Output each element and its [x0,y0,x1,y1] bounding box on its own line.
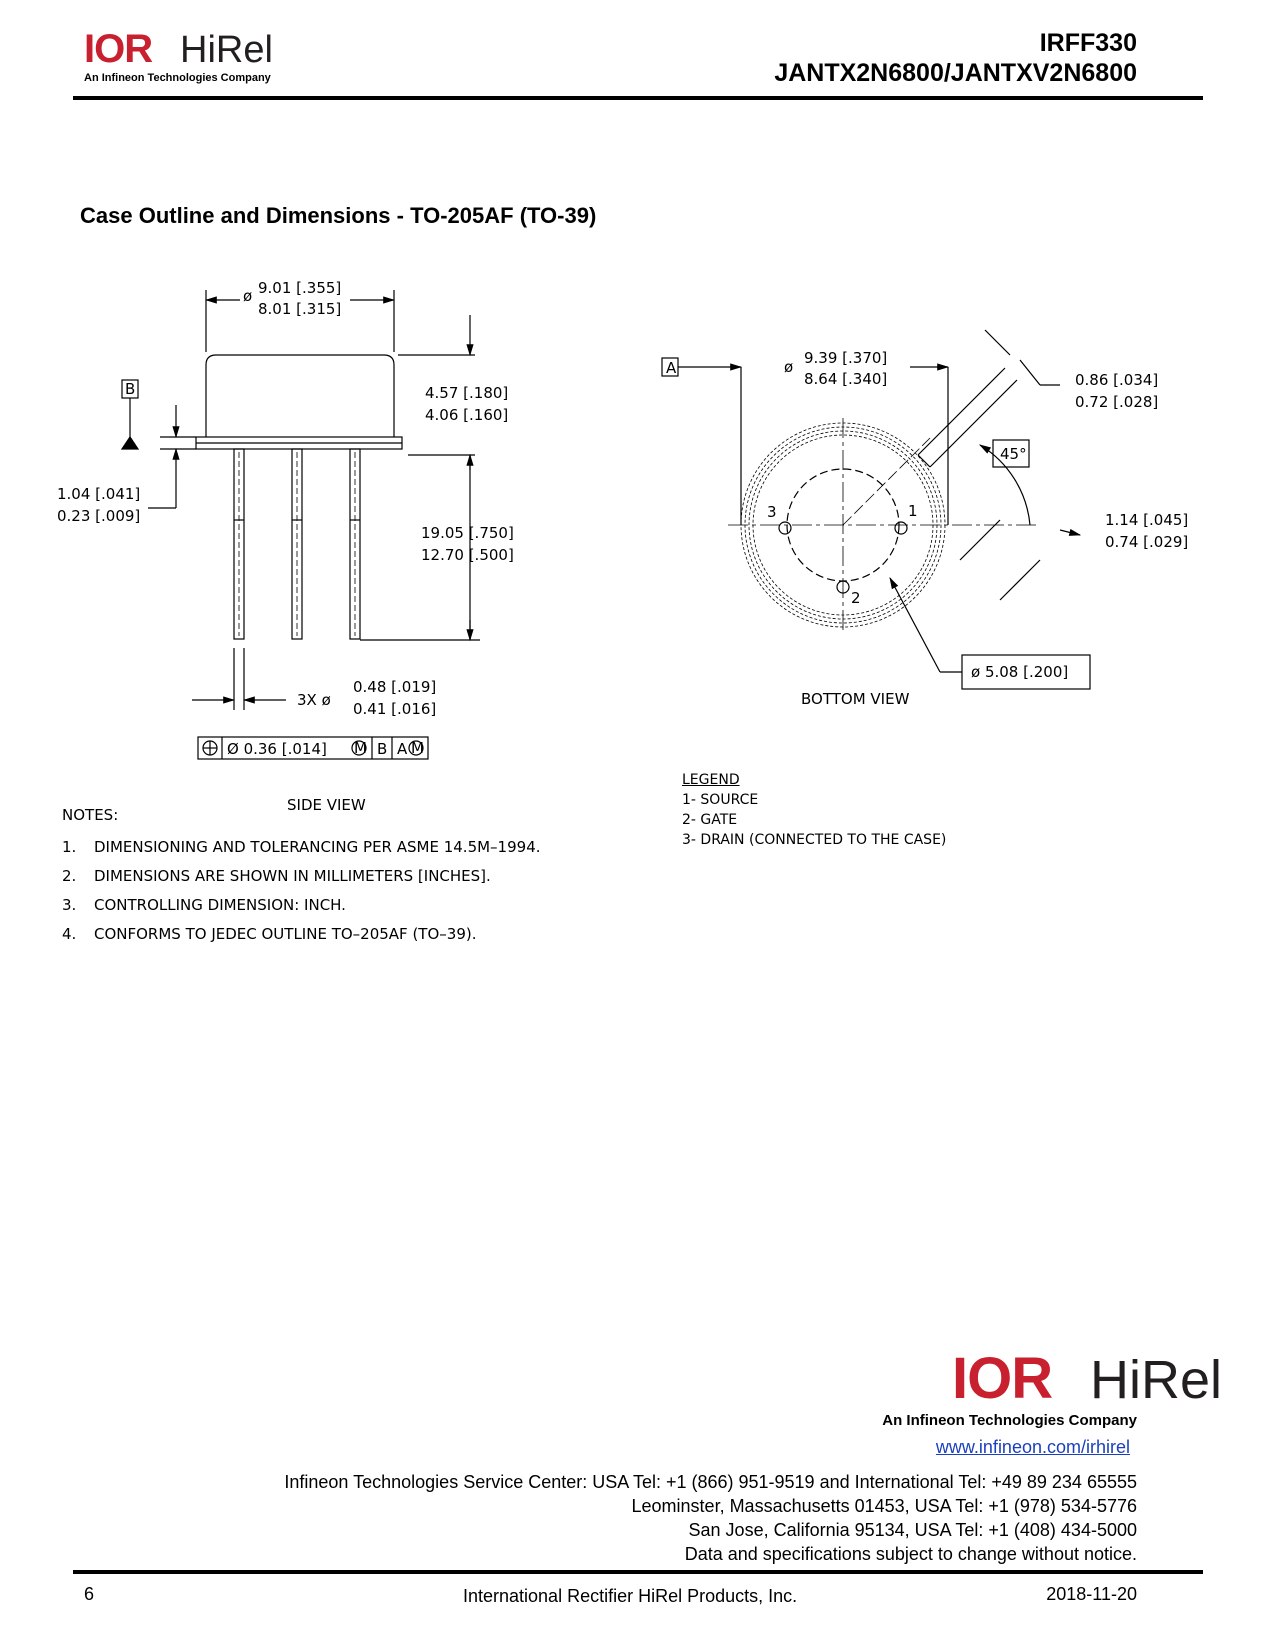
logo-name-text: HiRel [180,29,273,71]
bottom-tab-w-min: 0.72 [.028] [1075,393,1159,411]
side-lead-len-max: 19.05 [.750] [421,524,514,542]
notes-list [62,838,541,954]
side-phi: ø [243,287,253,305]
bottom-tab-len-max: 1.14 [.045] [1105,511,1189,529]
footer-tagline: An Infineon Technologies Company [882,1412,1137,1429]
notes-title: NOTES: [62,806,119,824]
bottom-dia-min: 8.64 [.340] [804,370,888,388]
tolerance-value: Ø 0.36 [.014] [227,740,327,758]
note-text: DIMENSIONING AND TOLERANCING PER ASME 14.5M–1994. [94,838,541,856]
contact-line: Data and specifications subject to change without notice. [684,1544,1137,1564]
part-number: IRFF330 [1039,29,1137,57]
contact-line: San Jose, California 95134, USA Tel: +1 (408) 434-5000 [688,1520,1137,1540]
bottom-tab-len-min: 0.74 [.029] [1105,533,1189,551]
side-lead-qty: 3X ø [297,691,331,709]
bottom-tab-w-max: 0.86 [.034] [1075,371,1159,389]
tolerance-mod1: M [354,739,367,757]
footer-logo-name: HiRel [1090,1350,1223,1410]
bottom-view-caption: BOTTOM VIEW [801,690,910,708]
logo-tagline: An Infineon Technologies Company [84,72,271,84]
part-variants: JANTX2N6800/JANTXV2N6800 [774,59,1137,87]
website-link[interactable]: www.infineon.com/irhirel [935,1437,1130,1457]
note-num: 4. [62,925,77,943]
note-item [62,838,541,867]
note-item [62,896,541,925]
tolerance-datum-b: B [377,740,388,758]
side-view-labels [57,279,514,814]
ior-hirel-logo-footer [952,1346,1223,1411]
legend-title: LEGEND [682,772,740,788]
tolerance-datum-a: A [397,740,408,758]
page-number: 6 [84,1584,95,1604]
footer-company: International Rectifier HiRel Products, Inc. [463,1586,798,1606]
pin-label-1: 1 [908,502,918,520]
pin-label-2: 2 [851,589,861,607]
note-text: DIMENSIONS ARE SHOWN IN MILLIMETERS [INCHES]. [94,867,491,885]
legend-item: 1- SOURCE [682,792,759,808]
pin-legend [682,770,946,850]
note-item [62,925,541,954]
note-item [62,867,541,896]
side-lead-dia-min: 0.41 [.016] [353,700,437,718]
pin-1 [895,522,907,534]
pin-3 [779,522,791,534]
side-dia-min: 8.01 [.315] [258,300,342,318]
note-text: CONFORMS TO JEDEC OUTLINE TO–205AF (TO–39). [94,925,477,943]
revision-date: 2018-11-20 [1046,1584,1137,1604]
bottom-datum-a: A [666,359,677,377]
side-height-min: 4.06 [.160] [425,406,509,424]
side-dia-max: 9.01 [.355] [258,279,342,297]
leads [234,449,360,639]
contact-line: Leominster, Massachusetts 01453, USA Tel: +1 (978) 534-5776 [631,1496,1137,1516]
contact-line: Infineon Technologies Service Center: USA Tel: +1 (866) 951-9519 and International Tel: +49 89 234 65555 [284,1472,1137,1492]
bottom-dia-max: 9.39 [.370] [804,349,888,367]
logo-mark-text: IOR [84,27,153,71]
side-height-max: 4.57 [.180] [425,384,509,402]
note-num: 3. [62,896,77,914]
side-flange-max: 1.04 [.041] [57,485,141,503]
note-text: CONTROLLING DIMENSION: INCH. [94,896,346,914]
footer-logo-mark: IOR [952,1346,1053,1411]
bottom-phi: ø [784,358,794,376]
bottom-view-labels [666,349,1188,708]
side-lead-dia-max: 0.48 [.019] [353,678,437,696]
legend-item: 2- GATE [682,812,738,828]
section-title: Case Outline and Dimensions - TO-205AF (TO-39) [80,203,597,228]
note-num: 2. [62,867,77,885]
note-num: 1. [62,838,77,856]
can-body [206,355,394,437]
legend-item: 3- DRAIN (CONNECTED TO THE CASE) [682,832,947,848]
contact-info [284,1470,1137,1566]
bottom-pcd: ø 5.08 [.200] [971,663,1069,681]
side-datum-b: B [125,380,136,398]
bottom-angle: 45° [1000,445,1027,463]
side-lead-len-min: 12.70 [.500] [421,546,514,564]
side-view-caption: SIDE VIEW [287,796,366,814]
tolerance-mod2: M [411,739,424,757]
side-flange-min: 0.23 [.009] [57,507,141,525]
footer-rule [73,1570,1203,1574]
pin-label-3: 3 [767,503,777,521]
